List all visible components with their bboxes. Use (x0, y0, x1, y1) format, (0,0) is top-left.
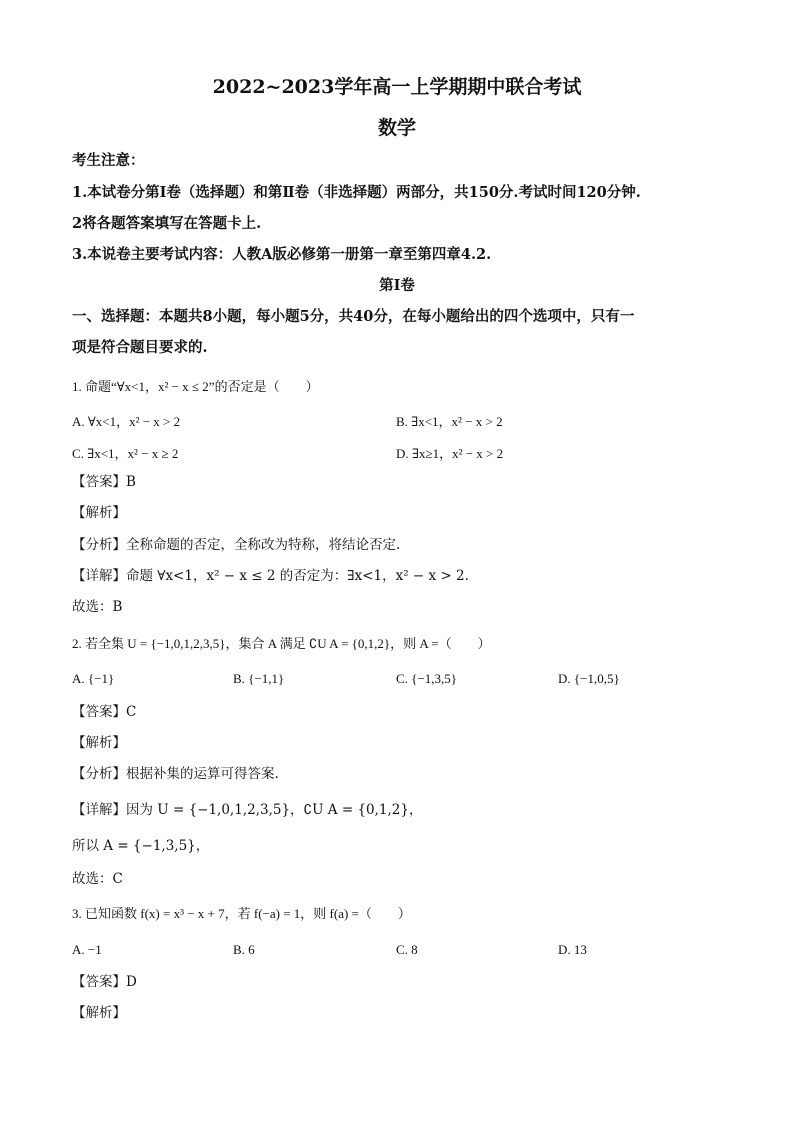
question-3-stem: 3. 已知函数 f(x) = x³ − x + 7，若 f(−a) = 1，则 f(a) =（ ） (72, 906, 411, 921)
question-2-analysis: 【分析】根据补集的运算可得答案. (72, 766, 279, 782)
exam-title: 2022~2023学年高一上学期期中联合考试 (212, 76, 582, 98)
note-item-1: 1.本试卷分第Ⅰ卷（选择题）和第Ⅱ卷（非选择题）两部分，共150分.考试时间120分钟. (72, 184, 641, 201)
question-2-option-b: B. {−1,1} (233, 671, 285, 686)
question-1-option-c: C. ∃x<1，x² − x ≥ 2 (72, 446, 179, 461)
question-1-answer: 【答案】B (72, 474, 136, 490)
section-intro-line1: 一、选择题：本题共8小题，每小题5分，共40分，在每小题给出的四个选项中，只有一 (72, 308, 635, 325)
subject-title: 数学 (377, 117, 416, 139)
question-2-option-a: A. {−1} (72, 671, 115, 686)
notes-heading: 考生注意： (72, 152, 145, 169)
question-1-conclusion: 故选：B (72, 599, 123, 615)
question-1-option-b: B. ∃x<1，x² − x > 2 (396, 414, 503, 429)
question-3-option-a: A. −1 (72, 942, 102, 957)
note-item-2: 2将各题答案填写在答题卡上. (72, 215, 262, 232)
question-2-detail-2: 所以 A = {−1,3,5}， (72, 838, 210, 854)
question-3-option-d: D. 13 (558, 942, 587, 957)
question-2-option-c: C. {−1,3,5} (396, 671, 457, 686)
question-1-detail: 【详解】命题 ∀x<1，x² − x ≤ 2 的否定为：∃x<1，x² − x > 2. (72, 568, 469, 584)
question-1-option-a: A. ∀x<1，x² − x > 2 (72, 414, 181, 429)
question-2-answer: 【答案】C (72, 704, 137, 720)
question-2-option-d: D. {−1,0,5} (558, 671, 620, 686)
question-3-answer: 【答案】D (72, 974, 137, 990)
question-2-conclusion: 故选：C (72, 871, 123, 887)
question-1-analysis-label: 【解析】 (72, 505, 126, 521)
section-label: 第Ⅰ卷 (379, 277, 415, 294)
question-3-analysis-label: 【解析】 (72, 1005, 126, 1021)
note-item-3: 3.本说卷主要考试内容：人教A版必修第一册第一章至第四章4.2. (72, 246, 492, 263)
question-2-analysis-label: 【解析】 (72, 735, 126, 751)
question-1-option-d: D. ∃x≥1，x² − x > 2 (396, 446, 504, 461)
question-2-detail: 【详解】因为 U = {−1,0,1,2,3,5}，∁U A = {0,1,2}， (72, 802, 423, 818)
question-1-stem: 1. 命题“∀x<1，x² − x ≤ 2”的否定是（ ） (72, 379, 319, 394)
question-3-option-b: B. 6 (233, 942, 255, 957)
question-2-stem: 2. 若全集 U = {−1,0,1,2,3,5}，集合 A 满足 ∁U A = {0,1,2}，则 A =（ ） (72, 636, 491, 651)
section-intro-line2: 项是符合题目要求的. (72, 339, 208, 356)
question-1-analysis: 【分析】全称命题的否定，全称改为特称，将结论否定. (72, 537, 401, 553)
question-3-option-c: C. 8 (396, 942, 418, 957)
